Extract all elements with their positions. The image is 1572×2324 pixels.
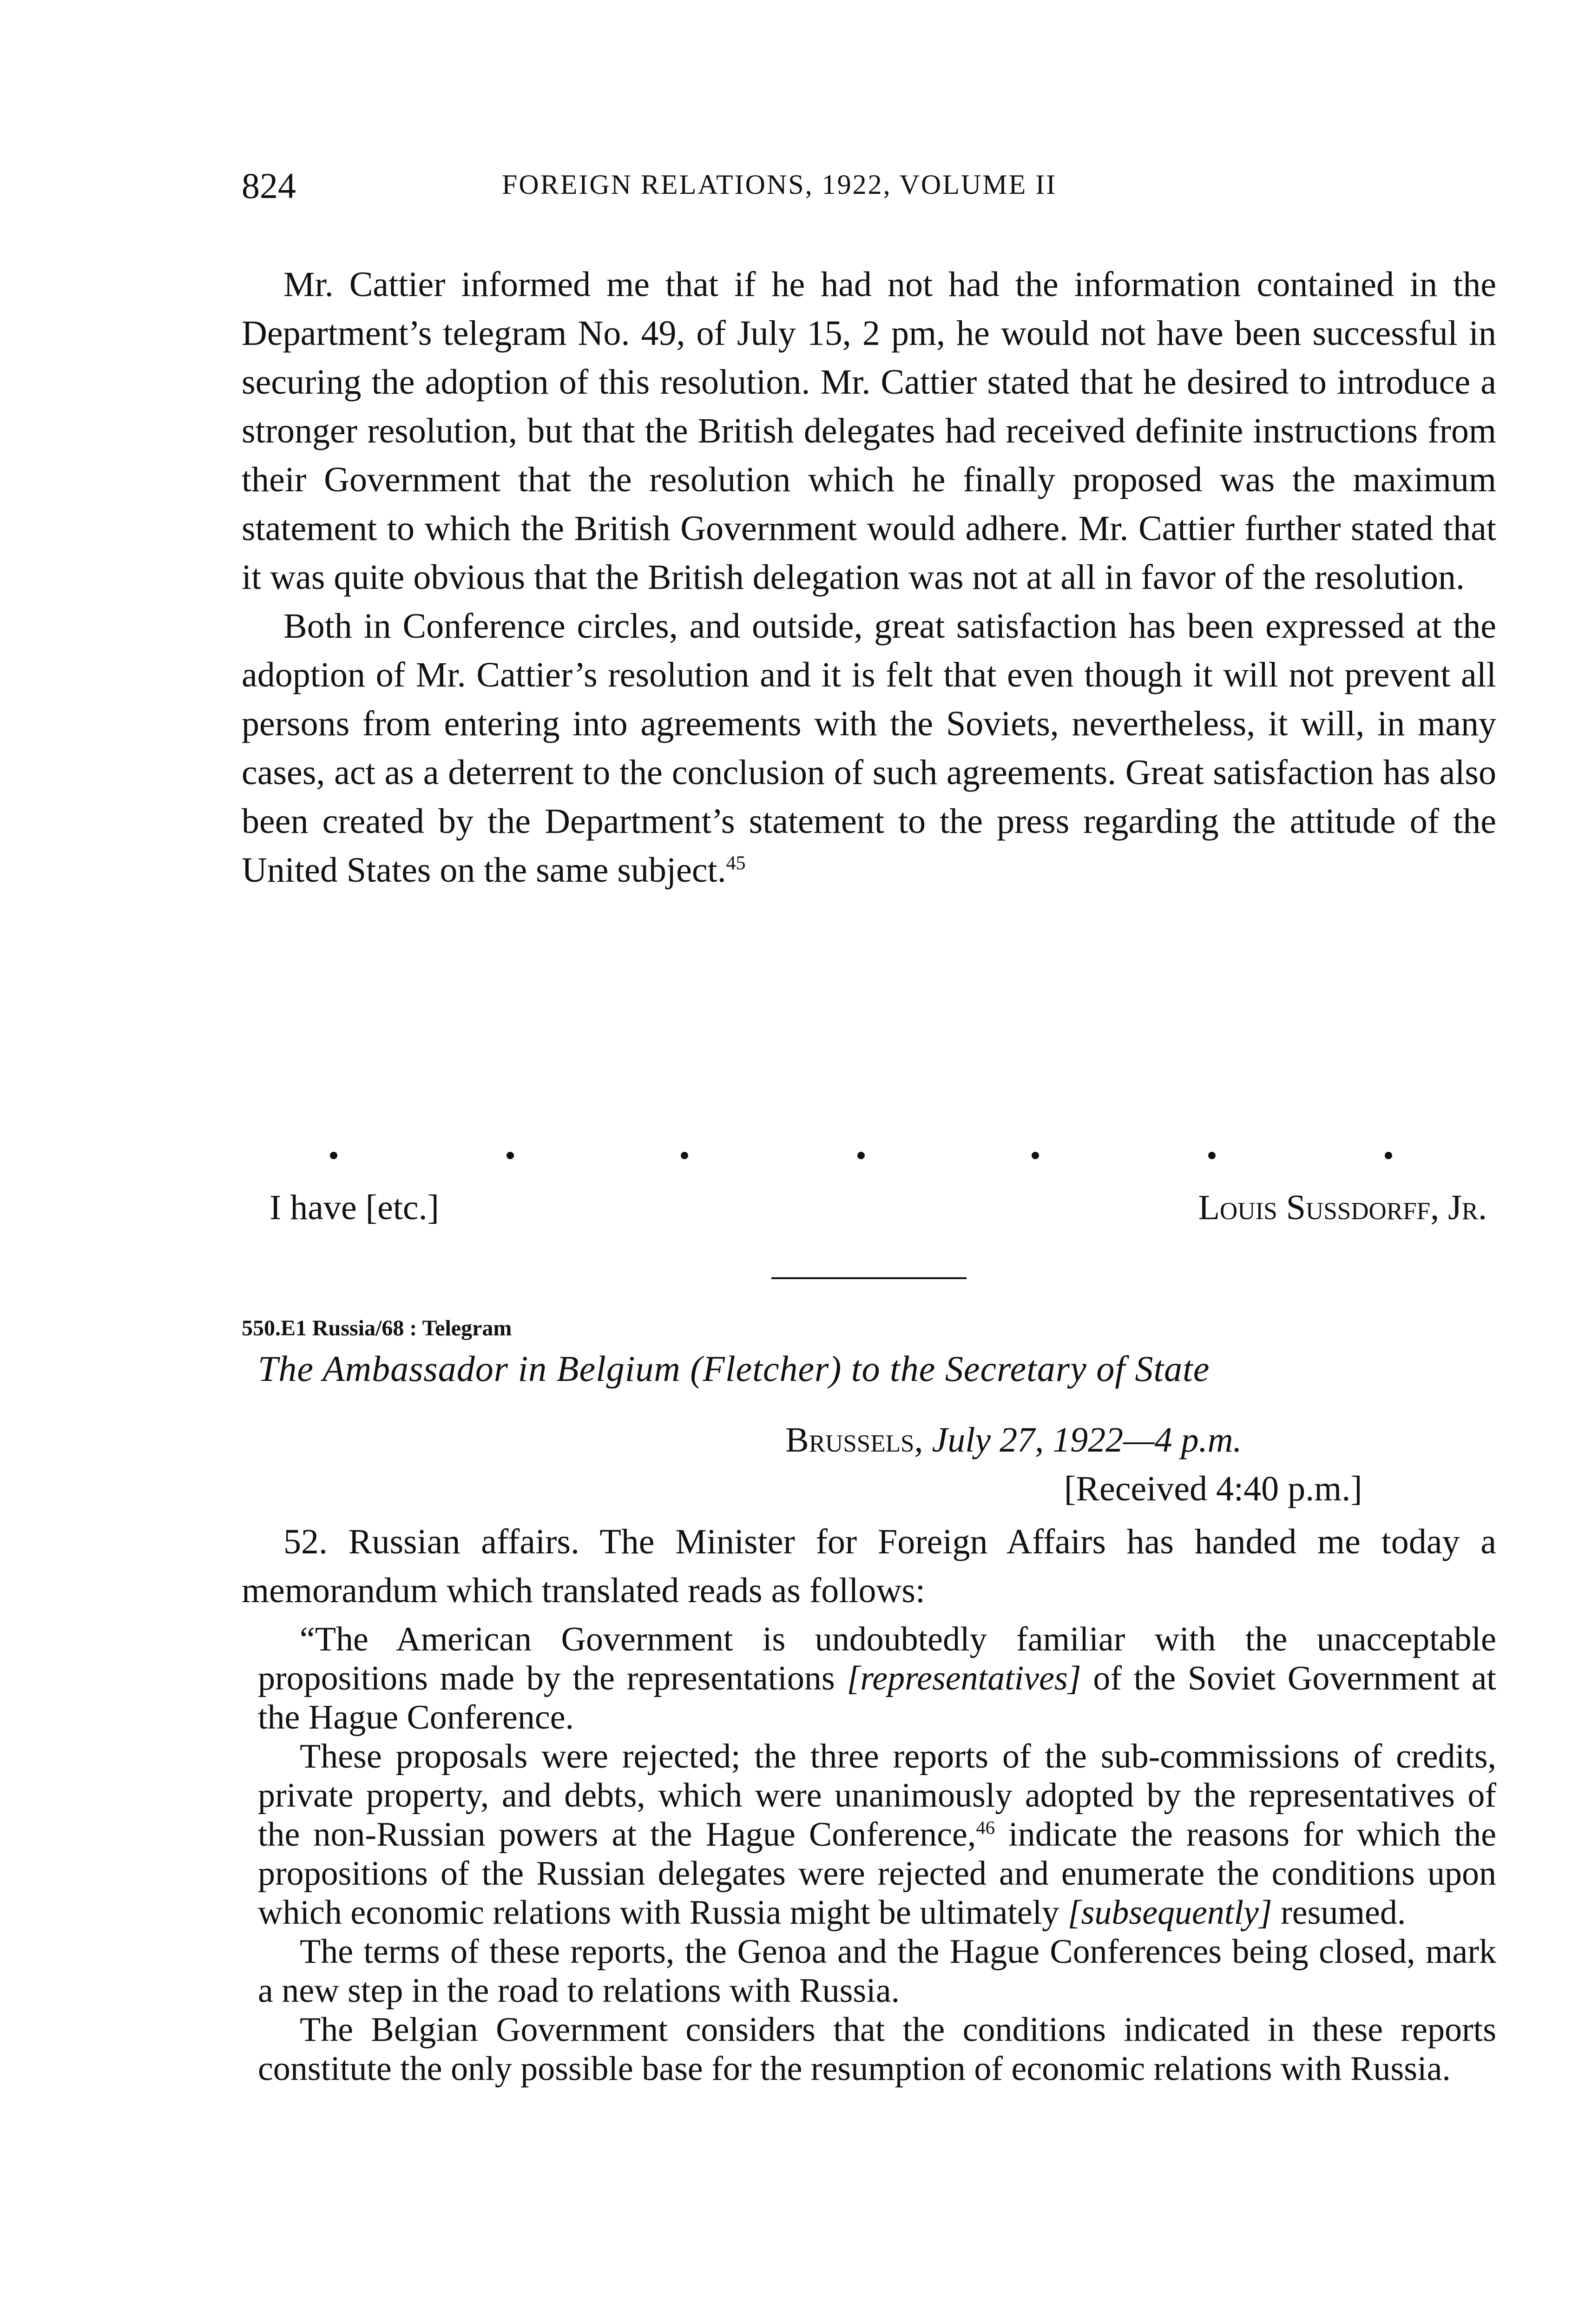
- running-head: FOREIGN RELATIONS, 1922, VOLUME II: [502, 169, 1057, 200]
- quote-paragraph: “The American Government is undoubtedly familiar with the unacceptable propositions made by the representations [representatives] of the Soviet Government at the Hague Conference.: [258, 1620, 1496, 1736]
- paragraph: Mr. Cattier informed me that if he had not had the information contained in the Department’s telegram No. 49, of July 15, 2 pm, he would not have been successful in securing the adoption of this resolution. Mr. Cattier stated that he desired to introduce a stronger resolution, but that the British delegates had received definite instructions from their Government that the resolution which he finally proposed was the maximum statement to which the British Government would adhere. Mr. Cattier further stated that it was quite obvious that the British delegation was not at all in favor of the resolution.: [242, 265, 1496, 597]
- dateline-date: July 27, 1922—4 p.m.: [932, 1420, 1242, 1459]
- footnote-reference[interactable]: 45: [726, 852, 746, 874]
- dateline-place: Brussels,: [785, 1420, 923, 1459]
- closing-phrase: I have [etc.]: [270, 1188, 439, 1227]
- ellipsis-dot: [1385, 1152, 1392, 1159]
- telegram-intro: [242, 1518, 1496, 1615]
- previous-letter-body: [242, 260, 1496, 895]
- ellipsis-dots: [260, 1152, 1450, 1180]
- page-header: [242, 165, 1496, 216]
- ellipsis-dot: [1208, 1152, 1216, 1159]
- quoted-memorandum: [258, 1620, 1496, 2088]
- quote-paragraph: The Belgian Government considers that the conditions indicated in these reports constitute the only possible base for the resumption of economic relations with Russia.: [258, 2011, 1496, 2088]
- section-divider: [771, 1277, 967, 1279]
- paragraph: 52. Russian affairs. The Minister for Foreign Affairs has handed me today a memorandum which translated reads as follows:: [242, 1522, 1496, 1610]
- document-title: The Ambassador in Belgium (Fletcher) to the Secretary of State: [258, 1348, 1210, 1389]
- received-note: [Received 4:40 p.m.]: [1064, 1469, 1362, 1508]
- paragraph: Both in Conference circles, and outside, great satisfaction has been expressed at the adoption of Mr. Cattier’s resolution and it is felt that even though it will not prevent all persons from entering into agreements with the Soviets, nevertheless, it will, in many cases, act as a deterrent to the conclusion of such agreements. Great satisfaction has also been created by the Department’s statement to the press regarding the attitude of the United States on the same subject.$^{45}$: [242, 607, 1496, 890]
- ellipsis-dot: [681, 1152, 688, 1159]
- ellipsis-dot: [1032, 1152, 1039, 1159]
- footnote-reference[interactable]: 46: [976, 1817, 995, 1838]
- closing-block: [270, 1188, 1487, 1239]
- ellipsis-dot: [857, 1152, 865, 1159]
- dateline: [785, 1420, 1242, 1460]
- quote-paragraph: The terms of these reports, the Genoa and the Hague Conferences being closed, mark a new step in the road to relations with Russia.: [258, 1933, 1496, 2010]
- page-number: 824: [242, 165, 296, 206]
- file-number: 550.E1 Russia/68 : Telegram: [242, 1316, 512, 1340]
- signature: Louis Sussdorff, Jr.: [1198, 1188, 1487, 1227]
- ellipsis-dot: [506, 1152, 514, 1159]
- ellipsis-dot: [330, 1152, 337, 1159]
- quote-paragraph: These proposals were rejected; the three reports of the sub-commissions of credits, private property, and debts, which were unanimously adopted by the representatives of the non-Russian powers at the Hague Conference,$^{46}$ indicate the reasons for which the propositions of the Russian delegates were rejected and enumerate the conditions upon which economic relations with Russia might be ultimately [subsequently] resumed.: [258, 1737, 1496, 1932]
